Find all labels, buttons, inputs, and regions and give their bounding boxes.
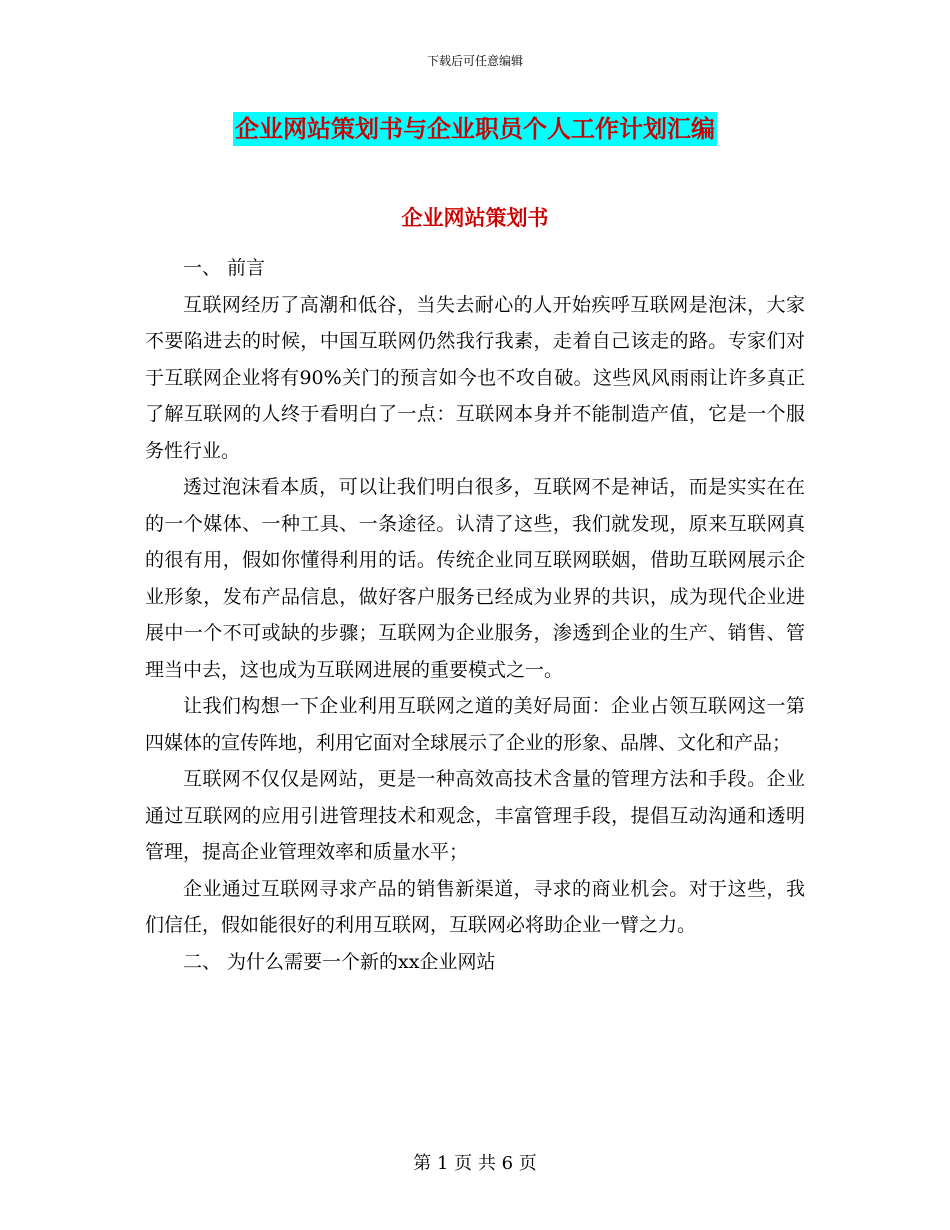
section-heading-preface: 一、 前言 [183, 257, 266, 279]
document-title: 企业网站策划书与企业职员个人工作计划汇编 [233, 112, 717, 146]
section-title: 企业网站策划书 [401, 205, 549, 230]
page-header-note: 下载后可任意编辑 [426, 54, 523, 68]
body-paragraph: 互联网不仅仅是网站，更是一种高效高技术含量的管理方法和手段。企业通过互联网的应用引进管理技术和观念，丰富管理手段，提倡互动沟通和透明管理，提高企业管理效率和质量水平； [145, 768, 805, 863]
document-body [145, 250, 805, 980]
page-number-footer: 第 1 页 共 6 页 [413, 1153, 537, 1174]
body-paragraph: 透过泡沫看本质，可以让我们明白很多，互联网不是神话，而是实实在在的一个媒体、一种工具、一条途径。认清了这些，我们就发现，原来互联网真的很有用，假如你懂得利用的话。传统企业同互联网联姻，借助互联网展示企业形象，发布产品信息，做好客户服务已经成为业界的共识，成为现代企业进展中一个不可或缺的步骤；互联网为企业服务，渗透到企业的生产、销售、管理当中去，这也成为互联网进展的重要模式之一。 [145, 476, 805, 681]
body-paragraph: 互联网经历了高潮和低谷，当失去耐心的人开始疾呼互联网是泡沫，大家不要陷进去的时候，中国互联网仍然我行我素，走着自己该走的路。专家们对于互联网企业将有90%关门的预言如今也不攻自破。这些风风雨雨让许多真正了解互联网的人终于看明白了一点：互联网本身并不能制造产值，它是一个服务性行业。 [145, 293, 805, 462]
section-heading-why: 二、 为什么需要一个新的xx企业网站 [183, 950, 496, 973]
body-paragraph: 让我们构想一下企业利用互联网之道的美好局面：企业占领互联网这一第四媒体的宣传阵地，利用它面对全球展示了企业的形象、品牌、文化和产品； [145, 695, 805, 754]
body-paragraph: 企业通过互联网寻求产品的销售新渠道，寻求的商业机会。对于这些，我们信任，假如能很好的利用互联网，互联网必将助企业一臂之力。 [145, 877, 805, 936]
